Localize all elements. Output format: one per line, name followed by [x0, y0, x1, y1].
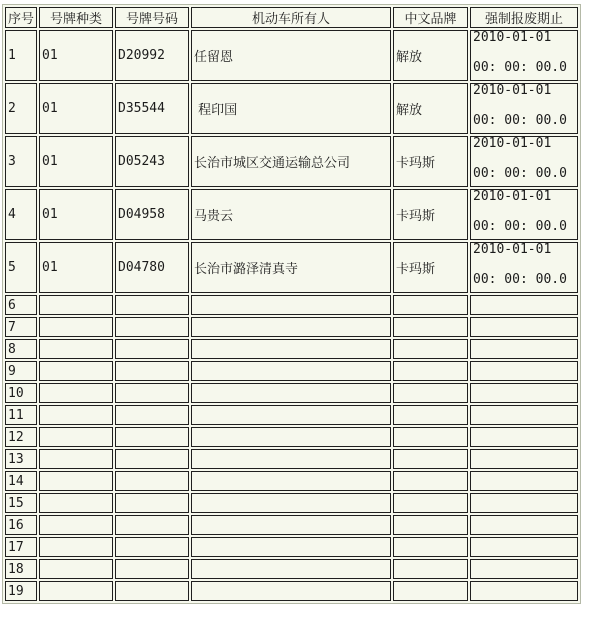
table-row — [5, 339, 578, 359]
vehicle-record-table-wrapper — [2, 4, 581, 604]
cell-vehicle-owner — [191, 361, 391, 381]
cell-seq: 4 — [5, 189, 37, 240]
cell-vehicle-owner — [191, 383, 391, 403]
cell-seq: 1 — [5, 30, 37, 81]
table-row — [5, 83, 578, 134]
cell-seq: 9 — [5, 361, 37, 381]
cell-chinese-brand — [393, 383, 468, 403]
table-row — [5, 581, 578, 601]
scrap-date-day: 2010-01-01 — [473, 189, 552, 204]
header-chinese-brand: 中文品牌 — [393, 7, 468, 28]
cell-vehicle-owner — [191, 405, 391, 425]
table-row — [5, 136, 578, 187]
cell-plate-type — [39, 537, 113, 557]
cell-plate-number — [115, 515, 189, 535]
cell-seq: 10 — [5, 383, 37, 403]
header-mandatory-scrap-date: 强制报废期止 — [470, 7, 578, 28]
cell-vehicle-owner — [191, 449, 391, 469]
cell-chinese-brand — [393, 361, 468, 381]
cell-plate-type: 01 — [39, 30, 113, 81]
cell-scrap-date — [470, 83, 578, 134]
cell-seq: 12 — [5, 427, 37, 447]
cell-plate-number — [115, 383, 189, 403]
cell-scrap-date — [470, 317, 578, 337]
scrap-date-time: 00: 00: 00.0 — [473, 165, 567, 181]
cell-scrap-date — [470, 559, 578, 579]
table-row — [5, 515, 578, 535]
cell-seq: 5 — [5, 242, 37, 293]
cell-chinese-brand — [393, 581, 468, 601]
cell-vehicle-owner — [191, 471, 391, 491]
cell-plate-type — [39, 427, 113, 447]
cell-vehicle-owner: 任留恩 — [191, 30, 391, 81]
cell-seq: 19 — [5, 581, 37, 601]
cell-plate-type: 01 — [39, 242, 113, 293]
cell-vehicle-owner — [191, 581, 391, 601]
cell-scrap-date — [470, 339, 578, 359]
cell-plate-type — [39, 405, 113, 425]
scrap-date-time: 00: 00: 00.0 — [473, 59, 567, 75]
table-row — [5, 189, 578, 240]
cell-plate-type — [39, 471, 113, 491]
cell-plate-number — [115, 405, 189, 425]
table-row — [5, 317, 578, 337]
cell-scrap-date — [470, 405, 578, 425]
cell-plate-type — [39, 361, 113, 381]
vehicle-record-table — [2, 4, 581, 604]
scrap-date-time: 00: 00: 00.0 — [473, 218, 567, 234]
table-row — [5, 427, 578, 447]
cell-seq: 16 — [5, 515, 37, 535]
cell-seq: 6 — [5, 295, 37, 315]
cell-chinese-brand — [393, 405, 468, 425]
cell-plate-type: 01 — [39, 136, 113, 187]
cell-plate-type: 01 — [39, 189, 113, 240]
cell-vehicle-owner — [191, 537, 391, 557]
header-vehicle-owner: 机动车所有人 — [191, 7, 391, 28]
cell-chinese-brand — [393, 449, 468, 469]
cell-plate-number — [115, 295, 189, 315]
cell-plate-number — [115, 559, 189, 579]
header-plate-number: 号牌号码 — [115, 7, 189, 28]
cell-plate-type: 01 — [39, 83, 113, 134]
cell-scrap-date — [470, 30, 578, 81]
cell-scrap-date — [470, 449, 578, 469]
scrap-date-day: 2010-01-01 — [473, 136, 552, 151]
table-row — [5, 30, 578, 81]
cell-plate-number — [115, 449, 189, 469]
cell-plate-number — [115, 317, 189, 337]
scrap-date-time: 00: 00: 00.0 — [473, 112, 567, 128]
cell-vehicle-owner — [191, 515, 391, 535]
cell-vehicle-owner — [191, 427, 391, 447]
table-row — [5, 471, 578, 491]
table-row — [5, 493, 578, 513]
cell-seq: 8 — [5, 339, 37, 359]
cell-seq: 14 — [5, 471, 37, 491]
table-row — [5, 242, 578, 293]
cell-seq: 15 — [5, 493, 37, 513]
cell-seq: 18 — [5, 559, 37, 579]
table-row — [5, 405, 578, 425]
cell-chinese-brand — [393, 537, 468, 557]
cell-scrap-date — [470, 383, 578, 403]
cell-plate-number: D35544 — [115, 83, 189, 134]
cell-plate-number: D05243 — [115, 136, 189, 187]
cell-vehicle-owner: 程印国 — [191, 83, 391, 134]
cell-chinese-brand — [393, 427, 468, 447]
cell-plate-type — [39, 449, 113, 469]
cell-plate-number — [115, 427, 189, 447]
scrap-date-day: 2010-01-01 — [473, 242, 552, 257]
cell-plate-type — [39, 493, 113, 513]
cell-vehicle-owner: 马贵云 — [191, 189, 391, 240]
scrap-date-day: 2010-01-01 — [473, 83, 552, 98]
cell-vehicle-owner — [191, 559, 391, 579]
cell-scrap-date — [470, 515, 578, 535]
cell-seq: 11 — [5, 405, 37, 425]
cell-scrap-date — [470, 493, 578, 513]
cell-plate-type — [39, 317, 113, 337]
cell-chinese-brand — [393, 295, 468, 315]
table-row — [5, 537, 578, 557]
table-row — [5, 449, 578, 469]
cell-vehicle-owner — [191, 339, 391, 359]
cell-plate-number — [115, 537, 189, 557]
cell-plate-number — [115, 361, 189, 381]
cell-plate-number: D04958 — [115, 189, 189, 240]
cell-chinese-brand — [393, 493, 468, 513]
cell-plate-number — [115, 581, 189, 601]
table-row — [5, 361, 578, 381]
cell-plate-type — [39, 339, 113, 359]
header-seq: 序号 — [5, 7, 37, 28]
cell-vehicle-owner — [191, 493, 391, 513]
table-header-row — [5, 7, 578, 28]
cell-plate-number — [115, 493, 189, 513]
cell-plate-number: D04780 — [115, 242, 189, 293]
cell-scrap-date — [470, 189, 578, 240]
cell-chinese-brand — [393, 471, 468, 491]
cell-seq: 17 — [5, 537, 37, 557]
cell-plate-number — [115, 471, 189, 491]
cell-vehicle-owner: 长治市城区交通运输总公司 — [191, 136, 391, 187]
cell-chinese-brand: 卡玛斯 — [393, 189, 468, 240]
cell-chinese-brand — [393, 339, 468, 359]
cell-scrap-date — [470, 471, 578, 491]
cell-seq: 7 — [5, 317, 37, 337]
cell-plate-type — [39, 559, 113, 579]
scrap-date-day: 2010-01-01 — [473, 30, 552, 45]
cell-scrap-date — [470, 427, 578, 447]
cell-vehicle-owner — [191, 295, 391, 315]
cell-plate-number: D20992 — [115, 30, 189, 81]
scrap-date-time: 00: 00: 00.0 — [473, 271, 567, 287]
table-row — [5, 295, 578, 315]
cell-plate-type — [39, 295, 113, 315]
cell-chinese-brand — [393, 515, 468, 535]
cell-chinese-brand: 卡玛斯 — [393, 242, 468, 293]
header-plate-type: 号牌种类 — [39, 7, 113, 28]
cell-scrap-date — [470, 295, 578, 315]
cell-vehicle-owner: 长治市潞泽清真寺 — [191, 242, 391, 293]
cell-plate-type — [39, 581, 113, 601]
cell-seq: 3 — [5, 136, 37, 187]
cell-scrap-date — [470, 136, 578, 187]
cell-vehicle-owner — [191, 317, 391, 337]
cell-scrap-date — [470, 581, 578, 601]
cell-chinese-brand — [393, 559, 468, 579]
cell-chinese-brand: 卡玛斯 — [393, 136, 468, 187]
cell-plate-type — [39, 515, 113, 535]
table-row — [5, 383, 578, 403]
cell-chinese-brand: 解放 — [393, 83, 468, 134]
cell-seq: 13 — [5, 449, 37, 469]
cell-plate-type — [39, 383, 113, 403]
cell-scrap-date — [470, 361, 578, 381]
cell-scrap-date — [470, 242, 578, 293]
cell-chinese-brand: 解放 — [393, 30, 468, 81]
cell-scrap-date — [470, 537, 578, 557]
table-row — [5, 559, 578, 579]
cell-plate-number — [115, 339, 189, 359]
cell-chinese-brand — [393, 317, 468, 337]
cell-seq: 2 — [5, 83, 37, 134]
